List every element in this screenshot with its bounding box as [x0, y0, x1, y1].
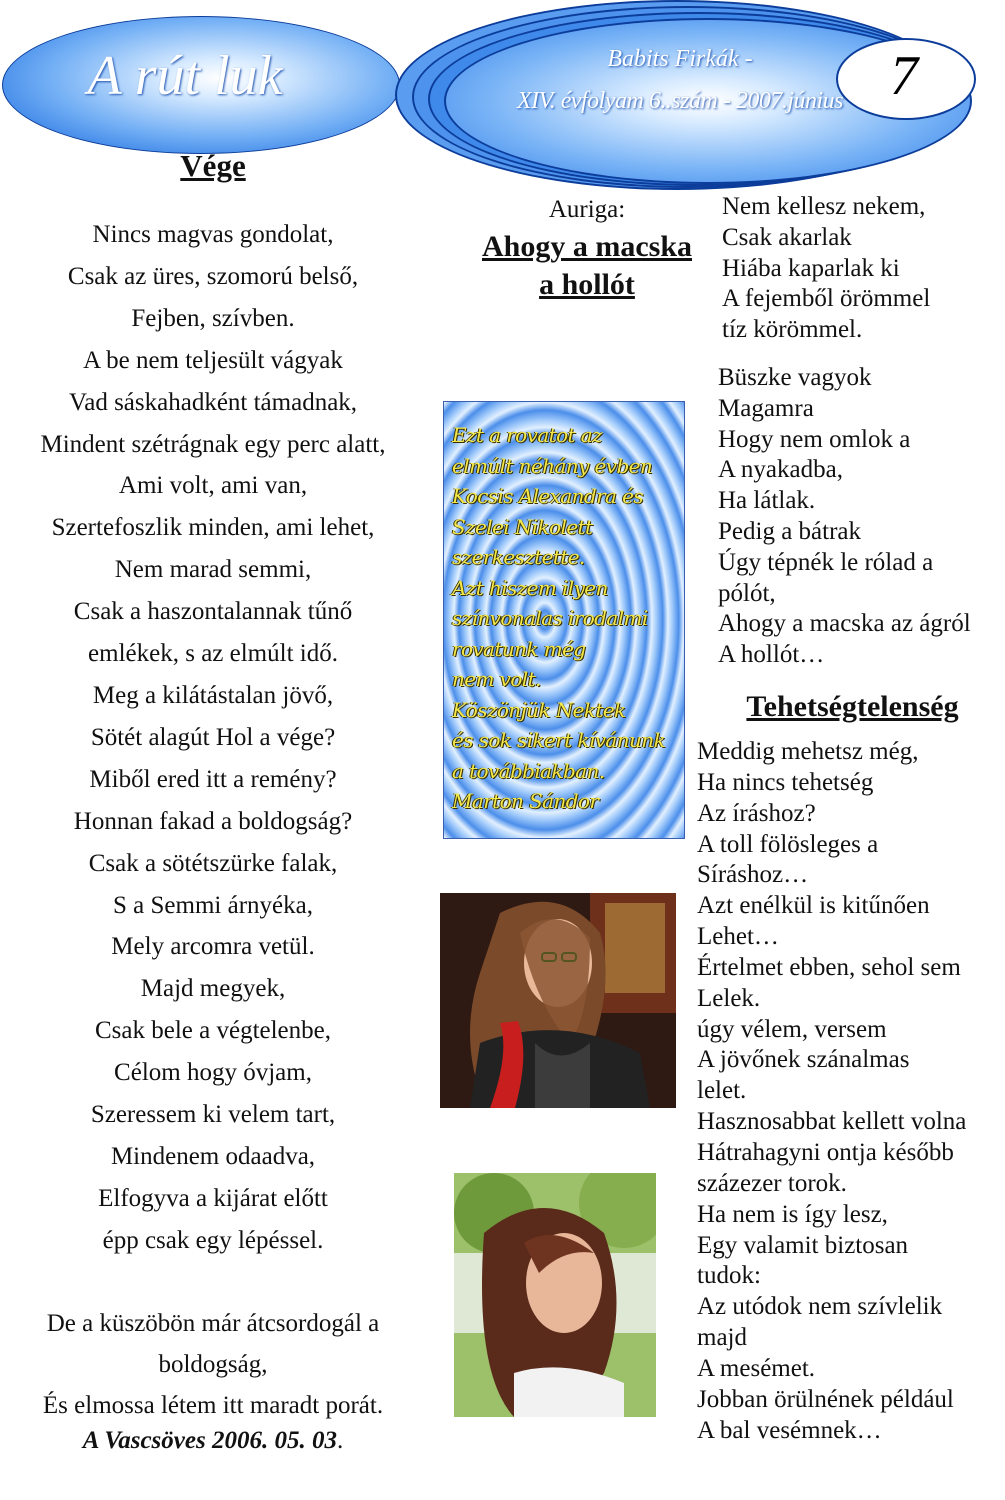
poem-line: Értelmet ebben, sehol sem — [697, 953, 961, 981]
poem-line: Szeressem ki velem tart, — [90, 1101, 336, 1129]
poem-line: Csak bele a végtelenbe, — [94, 1017, 331, 1045]
poem-title-tehetsegtelenseg: Tehetségtelenség — [746, 690, 959, 723]
author-photo-1 — [440, 893, 676, 1108]
poem-vege-body — [0, 214, 426, 1262]
poem-line: Büszke vagyok — [718, 364, 872, 391]
poem-line: Meg a kilátástalan jövő, — [92, 681, 334, 709]
poem-line: De a küszöbön már átcsordogál a — [46, 1310, 380, 1337]
editor-note-line: Ezt a rovatot az — [452, 423, 602, 447]
poem-author: Auriga: — [548, 196, 626, 223]
issue-info: XIV. évfolyam 6..szám - 2007.június — [516, 88, 844, 114]
poem-line: Ha nincs tehetség — [697, 768, 874, 796]
poem-line: Lelek. — [697, 984, 761, 1012]
poem-line: úgy vélem, versem — [697, 1015, 887, 1043]
editor-note-line: Kocsis Alexandra és — [452, 484, 644, 508]
poem-macska-stanza-1 — [722, 192, 1002, 346]
poem-line: A mesémet. — [697, 1354, 816, 1382]
poem-line: Síráshoz… — [697, 861, 809, 889]
photo-girl-curly-hair — [454, 1173, 656, 1417]
editor-note-line: rovatunk még — [452, 636, 586, 661]
editor-note-text — [452, 420, 680, 817]
poem-line: Szertefoszlik minden, ami lehet, — [51, 514, 375, 542]
poem-line: Nem kellesz nekem, — [722, 193, 926, 220]
poem-line: Csak akarlak — [722, 223, 852, 251]
poem-line: Hasznosabbat kellett volna — [697, 1108, 967, 1136]
poem-line: Az íráshoz? — [697, 799, 816, 827]
poem-vege-ending — [0, 1303, 426, 1426]
poem-line: Csak az üres, szomorú belső, — [67, 262, 359, 290]
poem-line: lelet. — [697, 1077, 747, 1105]
poem-line: Elfogyva a kijárat előtt — [98, 1184, 328, 1212]
poem-title-macska — [470, 228, 704, 304]
page-number: 7 — [890, 45, 918, 107]
poem-title-line-1: Ahogy a macska — [481, 230, 692, 263]
poem-line: Mely arcomra vetül. — [111, 933, 315, 961]
editor-note-line: Szelei Nikolett — [452, 514, 593, 539]
poem-line: Az utódok nem szívlelik — [697, 1293, 943, 1321]
poem-line: Meddig mehetsz még, — [697, 738, 919, 765]
poem-line: Hogy nem omlok a — [718, 425, 911, 453]
poem-macska-stanza-2 — [718, 363, 1005, 671]
editor-note-line: és sok sikert kívánunk — [452, 728, 666, 752]
poem-line: tíz körömmel. — [722, 316, 863, 344]
poem-line: Ahogy a macska az ágról — [718, 610, 971, 638]
poem-line: Hátrahagyni ontja később — [697, 1138, 954, 1166]
photo-girl-glasses — [440, 893, 676, 1108]
poem-title-vege: Vége — [180, 148, 246, 183]
editor-note-line: Köszönjük Nektek — [452, 697, 626, 722]
poem-line: Célom hogy óvjam, — [114, 1059, 312, 1087]
poem-line: Egy valamit biztosan — [697, 1231, 909, 1259]
editor-note-line: a továbbiakban. — [452, 758, 605, 783]
signature-author-date: A Vascsöves 2006. 05. 03 — [82, 1427, 337, 1454]
poem-line: Lehet… — [697, 923, 779, 951]
editor-note-line: szerkesztette. — [452, 545, 585, 569]
editor-note-line: színvonalas irodalmi — [452, 606, 648, 630]
poem-line: tudok: — [697, 1262, 761, 1290]
magazine-section-title: A rút luk — [87, 45, 283, 107]
poem-line: Pedig a bátrak — [718, 517, 862, 545]
poem-line: Csak a sötétszürke falak, — [88, 849, 338, 877]
poem-line: boldogság, — [158, 1351, 268, 1378]
editor-note-line: nem volt. — [452, 667, 541, 691]
poem-line: Miből ered itt a remény? — [89, 765, 337, 793]
poem-line: emlékek, s az elmúlt idő. — [88, 640, 338, 668]
poem-line: A nyakadba, — [718, 456, 843, 484]
publication-name: Babits Firkák - — [607, 46, 753, 72]
poem-line: A bal vesémnek… — [697, 1416, 882, 1444]
poem-line: A fejemből örömmel — [722, 285, 931, 313]
editor-note-line: Azt hiszem ilyen — [452, 575, 608, 600]
poem-line: Magamra — [718, 394, 814, 422]
poem-line: És elmossa létem itt maradt porát. — [42, 1392, 384, 1419]
editor-note-line: Marton Sándor — [452, 789, 599, 813]
poem-line: Ha nem is így lesz, — [697, 1200, 888, 1228]
poem-line: Azt enélkül is kitűnően — [697, 892, 930, 920]
poem-line: A be nem teljesült vágyak — [83, 346, 343, 374]
poem-line: A toll fölösleges a — [697, 830, 879, 858]
poem-line: S a Semmi árnyéka, — [113, 891, 313, 919]
poem-vege-signature — [0, 1427, 426, 1455]
poem-line: Honnan fakad a boldogság? — [73, 807, 353, 835]
poem-line: Nem marad semmi, — [114, 556, 312, 584]
poem-line: Mindenem odaadva, — [110, 1142, 316, 1170]
poem-line: Úgy tépnék le rólad a — [718, 548, 934, 576]
poem-line: Vad sáskahadként támadnak, — [68, 388, 358, 416]
poem-line: Fejben, szívben. — [131, 304, 295, 332]
poem-line: százezer torok. — [697, 1169, 847, 1197]
poem-line: Mindent szétrágnak egy perc alatt, — [40, 430, 386, 458]
poem-line: épp csak egy lépéssel. — [102, 1226, 324, 1254]
poem-line: pólót, — [718, 579, 776, 607]
poem-line: Jobban örülnének például — [697, 1385, 954, 1413]
poem-line: Nincs magvas gondolat, — [92, 221, 334, 248]
author-photo-2 — [454, 1173, 656, 1417]
poem-line: majd — [697, 1324, 747, 1352]
poem-line: Sötét alagút Hol a vége? — [90, 723, 336, 751]
poem-tehetsegtelenseg-body — [697, 737, 1005, 1446]
poem-line: Ha látlak. — [718, 487, 816, 515]
poem-line: Csak a haszontalannak tűnő — [73, 598, 353, 626]
poem-title-line-2: a hollót — [539, 268, 635, 301]
poem-line: Hiába kaparlak ki — [722, 254, 900, 282]
poem-line: Majd megyek, — [140, 975, 286, 1003]
poem-line: Ami volt, ami van, — [118, 472, 308, 500]
signature-tail: . — [336, 1427, 344, 1454]
poem-line: A hollót… — [718, 641, 825, 669]
poem-line: A jövőnek szánalmas — [697, 1046, 910, 1074]
editor-note-line: elmúlt néhány évben — [452, 453, 653, 478]
